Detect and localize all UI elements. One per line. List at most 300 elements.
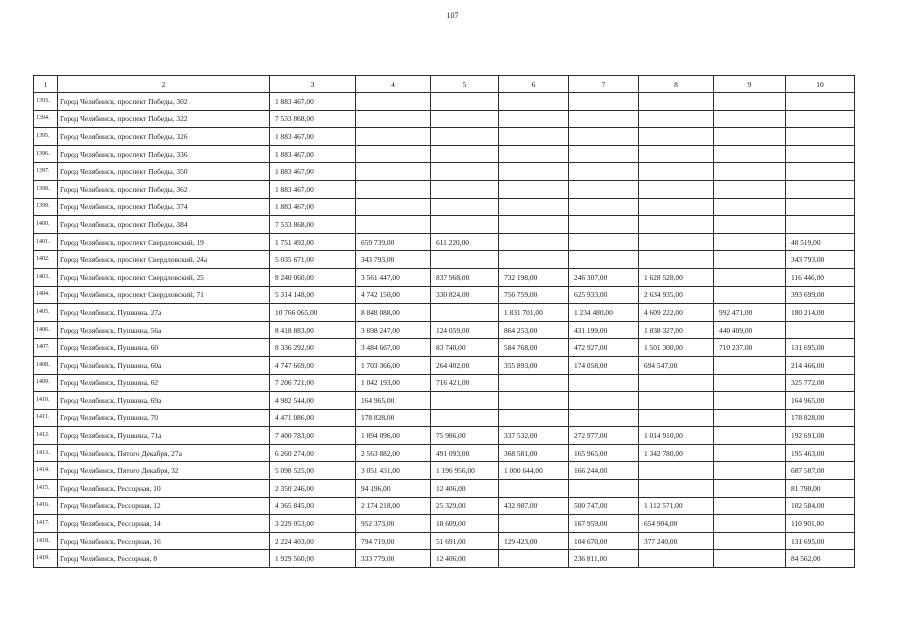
address-cell: Город Челябинск, Пушкина, 71а: [58, 427, 270, 445]
amount-cell: 246 307,00: [569, 268, 639, 286]
amount-cell: 25 329,00: [431, 497, 499, 515]
amount-cell: [639, 233, 714, 251]
amount-cell: [714, 268, 786, 286]
amount-cell: 1 196 956,00: [431, 462, 499, 480]
amount-cell: 1 883 467,00: [270, 163, 356, 181]
amount-cell: 2 224 403,00: [270, 532, 356, 550]
amount-cell: [714, 110, 786, 128]
amount-cell: [714, 216, 786, 234]
address-cell: Город Челябинск, проспект Победы, 350: [58, 163, 270, 181]
row-number: 1394.: [34, 110, 58, 128]
row-number: 1398.: [34, 180, 58, 198]
column-header-7: 7: [569, 76, 639, 93]
address-cell: Город Челябинск, Пушкина, 56а: [58, 321, 270, 339]
amount-cell: 7 533 868,00: [270, 216, 356, 234]
amount-cell: 992 471,00: [714, 304, 786, 322]
amount-cell: [714, 497, 786, 515]
row-number: 1397.: [34, 163, 58, 181]
amount-cell: 337 532,00: [499, 427, 569, 445]
table-row: [34, 550, 855, 568]
amount-cell: 10 766 065,00: [270, 304, 356, 322]
row-number: 1410.: [34, 392, 58, 410]
amount-cell: 1 883 467,00: [270, 93, 356, 111]
amount-cell: 6 260 274,00: [270, 444, 356, 462]
amount-cell: 1 234 480,00: [569, 304, 639, 322]
amount-cell: 611 220,00: [431, 233, 499, 251]
amount-cell: [499, 409, 569, 427]
amount-cell: 164 965,00: [356, 392, 431, 410]
column-header-10: 10: [786, 76, 855, 93]
table-row: [34, 251, 855, 269]
address-cell: Город Челябинск, Пушкина, 60: [58, 339, 270, 357]
amount-cell: 4 471 086,00: [270, 409, 356, 427]
amount-cell: [714, 374, 786, 392]
amount-cell: 1 894 096,00: [356, 427, 431, 445]
amount-cell: [786, 198, 855, 216]
amount-cell: 4 609 222,00: [639, 304, 714, 322]
amount-cell: 1 628 528,00: [639, 268, 714, 286]
address-cell: Город Челябинск, Рессорная, 8: [58, 550, 270, 568]
amount-cell: 794 719,00: [356, 532, 431, 550]
table-row: [34, 480, 855, 498]
amount-cell: 472 927,00: [569, 339, 639, 357]
amount-cell: [786, 93, 855, 111]
amount-cell: 1 883 467,00: [270, 180, 356, 198]
amount-cell: [499, 251, 569, 269]
amount-cell: 214 466,00: [786, 356, 855, 374]
amount-cell: [499, 145, 569, 163]
row-number: 1400.: [34, 216, 58, 234]
table-row: [34, 128, 855, 146]
amount-cell: 102 584,00: [786, 497, 855, 515]
amount-cell: [714, 251, 786, 269]
amount-cell: [569, 374, 639, 392]
address-cell: Город Челябинск, Пушкина, 62: [58, 374, 270, 392]
table-row: [34, 180, 855, 198]
amount-cell: 83 740,00: [431, 339, 499, 357]
amount-cell: 3 484 667,00: [356, 339, 431, 357]
amount-cell: 264 402,00: [431, 356, 499, 374]
amount-cell: 864 253,00: [499, 321, 569, 339]
column-header-5: 5: [431, 76, 499, 93]
row-number: 1406.: [34, 321, 58, 339]
table-row: [34, 444, 855, 462]
amount-cell: [714, 480, 786, 498]
amount-cell: 491 093,00: [431, 444, 499, 462]
amount-cell: [431, 145, 499, 163]
amount-cell: 1 703 366,00: [356, 356, 431, 374]
amount-cell: [569, 216, 639, 234]
amount-cell: 2 350 246,00: [270, 480, 356, 498]
amount-cell: 732 198,00: [499, 268, 569, 286]
amount-cell: [639, 128, 714, 146]
amount-cell: 837 968,00: [431, 268, 499, 286]
amount-cell: 710 237,00: [714, 339, 786, 357]
amount-cell: [569, 480, 639, 498]
address-cell: Город Челябинск, Пушкина, 60а: [58, 356, 270, 374]
amount-cell: 164 965,00: [786, 392, 855, 410]
amount-cell: 7 400 783,00: [270, 427, 356, 445]
amount-cell: [356, 145, 431, 163]
amount-cell: 4 365 845,00: [270, 497, 356, 515]
amount-cell: 8 418 883,00: [270, 321, 356, 339]
amount-cell: 1 883 467,00: [270, 198, 356, 216]
amount-cell: 4 742 150,00: [356, 286, 431, 304]
address-cell: Город Челябинск, Пушкина, 69а: [58, 392, 270, 410]
amount-cell: [639, 198, 714, 216]
address-cell: Город Челябинск, проспект Победы, 336: [58, 145, 270, 163]
amount-cell: [499, 233, 569, 251]
address-cell: Город Челябинск, Пятого Декабря, 32: [58, 462, 270, 480]
amount-cell: 333 779,00: [356, 550, 431, 568]
column-header-8: 8: [639, 76, 714, 93]
amount-cell: 8 848 088,00: [356, 304, 431, 322]
table-row: [34, 409, 855, 427]
amount-cell: [569, 409, 639, 427]
amount-cell: 1 112 571,00: [639, 497, 714, 515]
table-row: [34, 497, 855, 515]
amount-cell: [499, 180, 569, 198]
amount-cell: 8 336 292,00: [270, 339, 356, 357]
address-cell: Город Челябинск, Пушкина, 70: [58, 409, 270, 427]
amount-cell: 51 691,00: [431, 532, 499, 550]
table-row: [34, 515, 855, 533]
amount-cell: 325 772,00: [786, 374, 855, 392]
amount-cell: 3 561 447,00: [356, 268, 431, 286]
amount-cell: 129 423,00: [499, 532, 569, 550]
address-cell: Город Челябинск, проспект Победы, 374: [58, 198, 270, 216]
amount-cell: [356, 216, 431, 234]
amount-cell: [639, 374, 714, 392]
row-number: 1396.: [34, 145, 58, 163]
amount-cell: [786, 180, 855, 198]
amount-cell: 952 373,00: [356, 515, 431, 533]
amount-cell: [499, 198, 569, 216]
amount-cell: 393 699,00: [786, 286, 855, 304]
row-number: 1409.: [34, 374, 58, 392]
amount-cell: [431, 304, 499, 322]
row-number: 1418.: [34, 532, 58, 550]
amount-cell: 368 581,00: [499, 444, 569, 462]
amount-cell: 7 533 868,00: [270, 110, 356, 128]
amount-cell: 1 929 560,00: [270, 550, 356, 568]
amount-cell: 192 691,00: [786, 427, 855, 445]
table-row: [34, 286, 855, 304]
row-number: 1401.: [34, 233, 58, 251]
row-number: 1412.: [34, 427, 58, 445]
row-number: 1403.: [34, 268, 58, 286]
amount-cell: 2 634 935,00: [639, 286, 714, 304]
table-row: [34, 374, 855, 392]
row-number: 1402.: [34, 251, 58, 269]
amount-cell: 440 409,00: [714, 321, 786, 339]
amount-cell: 104 670,00: [569, 532, 639, 550]
amount-cell: [714, 128, 786, 146]
amount-cell: 167 959,00: [569, 515, 639, 533]
amount-cell: [714, 93, 786, 111]
address-cell: Город Челябинск, проспект Победы, 302: [58, 93, 270, 111]
column-header-4: 4: [356, 76, 431, 93]
amount-cell: [569, 93, 639, 111]
table-body: [34, 93, 855, 568]
amount-cell: [499, 392, 569, 410]
amount-cell: [714, 550, 786, 568]
amount-cell: 1 883 467,00: [270, 128, 356, 146]
amount-cell: [569, 110, 639, 128]
amount-cell: 687 587,00: [786, 462, 855, 480]
row-number: 1413.: [34, 444, 58, 462]
amount-cell: [431, 409, 499, 427]
table-row: [34, 462, 855, 480]
amount-cell: 174 058,00: [569, 356, 639, 374]
address-cell: Город Челябинск, Рессорная, 14: [58, 515, 270, 533]
address-cell: Город Челябинск, проспект Свердловский, 19: [58, 233, 270, 251]
amount-cell: [431, 128, 499, 146]
address-cell: Город Челябинск, Рессорная, 12: [58, 497, 270, 515]
amount-cell: [569, 198, 639, 216]
amount-cell: 694 547,00: [639, 356, 714, 374]
amount-cell: 1 042 193,00: [356, 374, 431, 392]
amount-cell: [431, 180, 499, 198]
amount-cell: 84 562,00: [786, 550, 855, 568]
address-cell: Город Челябинск, проспект Свердловский, 71: [58, 286, 270, 304]
table-row: [34, 198, 855, 216]
amount-cell: [639, 251, 714, 269]
amount-cell: 195 463,00: [786, 444, 855, 462]
amount-cell: [431, 198, 499, 216]
amount-cell: [569, 233, 639, 251]
amount-cell: [356, 198, 431, 216]
row-number: 1399.: [34, 198, 58, 216]
amount-cell: [356, 163, 431, 181]
address-cell: Город Челябинск, Пушкина, 27а: [58, 304, 270, 322]
amount-cell: [639, 550, 714, 568]
amount-cell: 1 000 644,00: [499, 462, 569, 480]
amount-cell: 343 793,00: [786, 251, 855, 269]
row-number: 1416.: [34, 497, 58, 515]
row-number: 1414.: [34, 462, 58, 480]
amount-cell: [639, 462, 714, 480]
amount-cell: [714, 233, 786, 251]
amount-cell: 2 174 218,00: [356, 497, 431, 515]
amount-cell: [431, 216, 499, 234]
address-cell: Город Челябинск, проспект Победы, 362: [58, 180, 270, 198]
row-number: 1393.: [34, 93, 58, 111]
amount-cell: 18 609,00: [431, 515, 499, 533]
amount-cell: 625 933,00: [569, 286, 639, 304]
amount-cell: [431, 110, 499, 128]
amount-cell: 1 342 780,00: [639, 444, 714, 462]
amount-cell: [639, 392, 714, 410]
amount-cell: 1 838 327,00: [639, 321, 714, 339]
amount-cell: [786, 128, 855, 146]
address-cell: Город Челябинск, Рессорная, 16: [58, 532, 270, 550]
amount-cell: 131 695,00: [786, 339, 855, 357]
amount-cell: 2 563 882,00: [356, 444, 431, 462]
amount-cell: 1 831 701,00: [499, 304, 569, 322]
amount-cell: 1 501 300,00: [639, 339, 714, 357]
amount-cell: [714, 392, 786, 410]
amount-cell: 75 986,00: [431, 427, 499, 445]
row-number: 1415.: [34, 480, 58, 498]
amount-cell: 330 824,00: [431, 286, 499, 304]
amount-cell: [499, 216, 569, 234]
address-cell: Город Челябинск, проспект Победы, 384: [58, 216, 270, 234]
column-header-2: 2: [58, 76, 270, 93]
table-row: [34, 233, 855, 251]
amount-cell: [714, 427, 786, 445]
table-row: [34, 392, 855, 410]
amount-cell: 110 901,00: [786, 515, 855, 533]
amount-cell: [499, 480, 569, 498]
amount-cell: [569, 128, 639, 146]
amount-cell: 1 014 910,00: [639, 427, 714, 445]
address-cell: Город Челябинск, Пятого Декабря, 27а: [58, 444, 270, 462]
amount-cell: [569, 145, 639, 163]
address-cell: Город Челябинск, проспект Свердловский, 24а: [58, 251, 270, 269]
amount-cell: 654 904,00: [639, 515, 714, 533]
amount-cell: 236 811,00: [569, 550, 639, 568]
row-number: 1408.: [34, 356, 58, 374]
row-number: 1407.: [34, 339, 58, 357]
amount-cell: 756 759,00: [499, 286, 569, 304]
amount-cell: [499, 128, 569, 146]
amount-cell: 7 206 721,00: [270, 374, 356, 392]
amount-cell: 166 244,00: [569, 462, 639, 480]
amount-cell: 81 790,00: [786, 480, 855, 498]
amount-cell: [786, 110, 855, 128]
amount-cell: [569, 180, 639, 198]
amount-cell: [639, 93, 714, 111]
table-row: [34, 110, 855, 128]
amount-cell: [431, 163, 499, 181]
amount-cell: [639, 110, 714, 128]
amount-cell: 1 883 467,00: [270, 145, 356, 163]
amount-cell: 180 214,00: [786, 304, 855, 322]
amount-cell: [356, 93, 431, 111]
amount-cell: [431, 93, 499, 111]
amount-cell: [786, 145, 855, 163]
row-number: 1395.: [34, 128, 58, 146]
amount-cell: [499, 93, 569, 111]
table-row: [34, 356, 855, 374]
address-cell: Город Челябинск, Рессорная, 10: [58, 480, 270, 498]
amount-cell: [499, 550, 569, 568]
address-cell: Город Челябинск, проспект Свердловский, 25: [58, 268, 270, 286]
amount-cell: 343 793,00: [356, 251, 431, 269]
amount-cell: [569, 251, 639, 269]
table-row: [34, 145, 855, 163]
amount-cell: [714, 145, 786, 163]
table-row: [34, 304, 855, 322]
amount-cell: [786, 216, 855, 234]
column-header-9: 9: [714, 76, 786, 93]
amount-cell: [499, 110, 569, 128]
amount-cell: 116 446,00: [786, 268, 855, 286]
amount-cell: 272 977,00: [569, 427, 639, 445]
amount-cell: 5 035 671,00: [270, 251, 356, 269]
amount-cell: [569, 392, 639, 410]
row-number: 1417.: [34, 515, 58, 533]
table-row: [34, 163, 855, 181]
data-table: [33, 75, 855, 568]
amount-cell: [639, 216, 714, 234]
amount-cell: [714, 444, 786, 462]
amount-cell: [786, 321, 855, 339]
amount-cell: 3 698 247,00: [356, 321, 431, 339]
amount-cell: 12 406,00: [431, 480, 499, 498]
amount-cell: [714, 409, 786, 427]
amount-cell: [639, 409, 714, 427]
row-number: 1411.: [34, 409, 58, 427]
page-number: 107: [446, 11, 459, 20]
column-header-6: 6: [499, 76, 569, 93]
amount-cell: 377 240,00: [639, 532, 714, 550]
amount-cell: 94 196,00: [356, 480, 431, 498]
amount-cell: 12 406,00: [431, 550, 499, 568]
address-cell: Город Челябинск, проспект Победы, 326: [58, 128, 270, 146]
amount-cell: [639, 145, 714, 163]
amount-cell: 584 768,00: [499, 339, 569, 357]
amount-cell: 4 982 544,00: [270, 392, 356, 410]
amount-cell: 124 059,00: [431, 321, 499, 339]
amount-cell: [786, 163, 855, 181]
table-header: [34, 76, 855, 93]
amount-cell: 4 747 669,00: [270, 356, 356, 374]
amount-cell: [714, 515, 786, 533]
amount-cell: [499, 163, 569, 181]
amount-cell: 3 229 053,00: [270, 515, 356, 533]
amount-cell: [714, 532, 786, 550]
row-number: 1404.: [34, 286, 58, 304]
row-number: 1419.: [34, 550, 58, 568]
table-row: [34, 532, 855, 550]
amount-cell: 431 199,00: [569, 321, 639, 339]
amount-cell: 716 421,00: [431, 374, 499, 392]
table-row: [34, 427, 855, 445]
amount-cell: 165 965,00: [569, 444, 639, 462]
amount-cell: 5 314 148,00: [270, 286, 356, 304]
table-row: [34, 268, 855, 286]
amount-cell: [639, 480, 714, 498]
amount-cell: 8 240 060,00: [270, 268, 356, 286]
amount-cell: [356, 110, 431, 128]
amount-cell: [431, 392, 499, 410]
column-header-3: 3: [270, 76, 356, 93]
amount-cell: [499, 374, 569, 392]
amount-cell: 178 828,00: [786, 409, 855, 427]
column-header-1: 1: [34, 76, 58, 93]
table-row: [34, 339, 855, 357]
amount-cell: 500 747,00: [569, 497, 639, 515]
amount-cell: [714, 163, 786, 181]
amount-cell: [356, 180, 431, 198]
amount-cell: 178 828,00: [356, 409, 431, 427]
address-cell: Город Челябинск, проспект Победы, 322: [58, 110, 270, 128]
amount-cell: [639, 180, 714, 198]
amount-cell: 48 519,00: [786, 233, 855, 251]
amount-cell: [714, 180, 786, 198]
header-row: [34, 76, 855, 93]
amount-cell: [499, 515, 569, 533]
amount-cell: [714, 356, 786, 374]
amount-cell: [714, 462, 786, 480]
amount-cell: [356, 128, 431, 146]
amount-cell: [714, 286, 786, 304]
table-row: [34, 93, 855, 111]
amount-cell: 5 098 525,00: [270, 462, 356, 480]
amount-cell: 432 987,00: [499, 497, 569, 515]
